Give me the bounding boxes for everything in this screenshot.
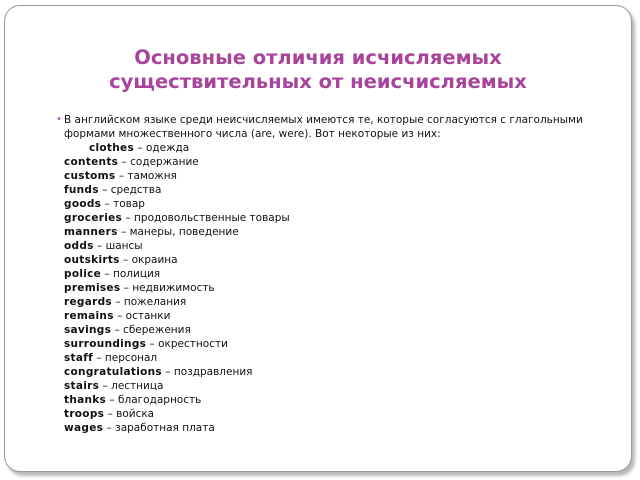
vocabulary-word: outskirts [64,254,120,266]
vocabulary-word: surroundings [64,338,147,350]
vocabulary-word: wages [64,422,104,434]
vocabulary-translation: – продовольственные товары [122,212,290,224]
list-item [64,267,620,281]
vocabulary-translation: – поздравления [161,366,253,378]
vocabulary-translation: – средства [98,184,162,196]
vocabulary-translation: – останки [113,310,171,322]
vocabulary-translation: – персонал [93,352,158,364]
slide-title-line-2: существительных от неисчисляемых [109,70,527,93]
list-item [64,183,620,197]
list-item [64,379,620,393]
list-item [64,169,620,183]
vocabulary-word: staff [64,352,93,364]
vocabulary-translation: – окраина [119,254,178,266]
vocabulary-translation: – полиция [101,268,161,280]
vocabulary-word: odds [64,240,94,252]
vocabulary-translation: – войска [104,408,155,420]
vocabulary-translation: – лестница [99,380,164,392]
vocabulary-word: regards [64,296,112,308]
vocabulary-word: stairs [64,380,100,392]
vocabulary-translation: – содержание [118,156,199,168]
list-item [64,393,620,407]
vocabulary-translation: – таможня [115,170,177,182]
list-item [64,253,620,267]
slide-frame [4,5,632,472]
vocabulary-word: troops [64,408,105,420]
vocabulary-translation: – шансы [93,240,143,252]
vocabulary-word: contents [64,156,119,168]
list-item [64,421,620,435]
list-item [64,281,620,295]
list-item [64,197,620,211]
vocabulary-word: customs [64,170,116,182]
vocabulary-translation: – окрестности [146,338,228,350]
vocabulary-word: groceries [64,212,123,224]
vocabulary-translation: – манеры, поведение [117,226,239,238]
vocabulary-word: savings [64,324,112,336]
vocabulary-translation: – заработная плата [103,422,215,434]
vocabulary-word: clothes [89,142,135,154]
vocabulary-word: goods [64,198,102,210]
vocabulary-translation: – благодарность [106,394,202,406]
list-item [64,155,620,169]
list-item [64,323,620,337]
list-item [64,141,620,155]
vocabulary-word: police [64,268,102,280]
slide-title-line-1: Основные отличия исчисляемых [134,46,502,69]
intro-paragraph: В английском языке среди неисчисляемых имеются те, которые согласуются с глагольными формами множественного числа (are, were). Вот некоторые из них: [64,114,583,140]
slide-title [5,46,631,94]
list-item [64,211,620,225]
vocabulary-translation: – недвижимость [120,282,215,294]
vocabulary-translation: – товар [101,198,145,210]
vocabulary-word: manners [64,226,118,238]
list-item [64,309,620,323]
list-item [64,351,620,365]
bullet-icon: • [56,114,62,125]
list-item [64,239,620,253]
vocabulary-word: funds [64,184,99,196]
vocabulary-translation: – сбережения [111,324,191,336]
vocabulary-word: remains [64,310,114,322]
vocabulary-word: congratulations [64,366,162,378]
list-item [64,295,620,309]
list-item [64,225,620,239]
list-item [64,337,620,351]
vocabulary-translation: – одежда [134,142,190,154]
vocabulary-word: premises [64,282,121,294]
vocabulary-translation: – пожелания [111,296,187,308]
list-item [64,365,620,379]
vocabulary-list [60,141,620,435]
slide-body [56,113,620,435]
vocabulary-word: thanks [64,394,107,406]
list-item [64,407,620,421]
